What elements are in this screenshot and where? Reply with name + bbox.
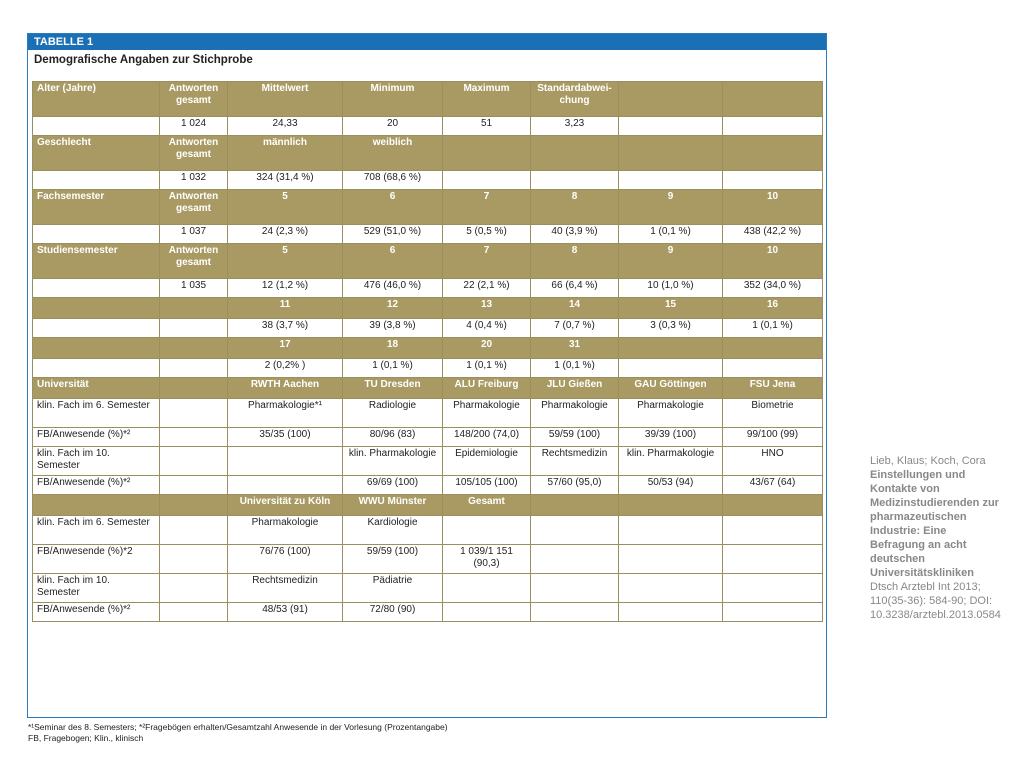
table-cell: 31 <box>531 338 619 359</box>
table-cell <box>531 603 619 622</box>
table-cell: FB/Anwesende (%)*² <box>33 476 160 495</box>
table-cell: 1 032 <box>160 171 228 190</box>
table-cell <box>33 319 160 338</box>
table-cell <box>531 171 619 190</box>
table-cell <box>619 338 723 359</box>
table-cell <box>160 399 228 428</box>
table-cell: 76/76 (100) <box>228 545 343 574</box>
table-cell <box>619 136 723 171</box>
table-cell <box>160 338 228 359</box>
table-cell: weiblich <box>343 136 443 171</box>
table-cell: ALU Freiburg <box>443 378 531 399</box>
table-cell <box>619 603 723 622</box>
table-cell <box>723 117 823 136</box>
table-cell <box>531 136 619 171</box>
citation-authors: Lieb, Klaus; Koch, Cora <box>870 455 986 467</box>
table-cell <box>228 447 343 476</box>
table-cell: 5 <box>228 190 343 225</box>
table-row <box>33 545 823 574</box>
table-cell: GAU Göttingen <box>619 378 723 399</box>
table-cell: 2 (0,2% ) <box>228 359 343 378</box>
table-cell: 59/59 (100) <box>343 545 443 574</box>
table-row <box>33 82 823 117</box>
table-cell <box>160 495 228 516</box>
table-cell: 99/100 (99) <box>723 428 823 447</box>
table-cell <box>531 545 619 574</box>
table-row <box>33 190 823 225</box>
table-cell <box>723 516 823 545</box>
table-cell: 1 037 <box>160 225 228 244</box>
table-cell: 5 (0,5 %) <box>443 225 531 244</box>
table-cell: 9 <box>619 190 723 225</box>
table-cell: klin. Fach im 6. Semester <box>33 516 160 545</box>
table-cell: 1 (0,1 %) <box>443 359 531 378</box>
table-cell: Fachsemester <box>33 190 160 225</box>
table-cell <box>531 495 619 516</box>
table-cell: FSU Jena <box>723 378 823 399</box>
table-cell: 12 (1,2 %) <box>228 279 343 298</box>
table-cell: 43/67 (64) <box>723 476 823 495</box>
table-cell <box>160 574 228 603</box>
table-cell: Antworten gesamt <box>160 136 228 171</box>
table-cell <box>723 171 823 190</box>
table-cell: 708 (68,6 %) <box>343 171 443 190</box>
table-cell: 57/60 (95,0) <box>531 476 619 495</box>
table-cell: Antworten gesamt <box>160 190 228 225</box>
table-cell: Antworten gesamt <box>160 82 228 117</box>
table-cell: 6 <box>343 190 443 225</box>
table-cell: 1 (0,1 %) <box>343 359 443 378</box>
table-frame <box>27 33 827 718</box>
table-cell: Pädiatrie <box>343 574 443 603</box>
table-cell <box>33 225 160 244</box>
table-cell <box>160 359 228 378</box>
table-cell <box>723 338 823 359</box>
table-cell: 1 (0,1 %) <box>619 225 723 244</box>
table-cell: Alter (Jahre) <box>33 82 160 117</box>
table-cell: 72/80 (90) <box>343 603 443 622</box>
table-cell <box>160 447 228 476</box>
table-cell <box>33 298 160 319</box>
table-cell: 10 <box>723 190 823 225</box>
table-cell: RWTH Aachen <box>228 378 343 399</box>
table-cell: 3,23 <box>531 117 619 136</box>
table-cell: 66 (6,4 %) <box>531 279 619 298</box>
table-cell: 18 <box>343 338 443 359</box>
table-cell: FB/Anwesende (%)*² <box>33 428 160 447</box>
table-cell: 529 (51,0 %) <box>343 225 443 244</box>
table-cell: 14 <box>531 298 619 319</box>
table-cell: 11 <box>228 298 343 319</box>
table-cell: 22 (2,1 %) <box>443 279 531 298</box>
table-cell: 7 (0,7 %) <box>531 319 619 338</box>
table-cell: Pharmakologie <box>443 399 531 428</box>
table-cell: Studiensemester <box>33 244 160 279</box>
table-cell: klin. Fach im 10. Semester <box>33 447 160 476</box>
table-cell: klin. Fach im 6. Semester <box>33 399 160 428</box>
table-cell: 24,33 <box>228 117 343 136</box>
table-cell <box>160 319 228 338</box>
table-cell: 438 (42,2 %) <box>723 225 823 244</box>
table-cell: 4 (0,4 %) <box>443 319 531 338</box>
table-cell <box>443 516 531 545</box>
table-cell: 35/35 (100) <box>228 428 343 447</box>
table-cell <box>33 495 160 516</box>
table-cell: TU Dresden <box>343 378 443 399</box>
table-row <box>33 476 823 495</box>
table-cell: JLU Gießen <box>531 378 619 399</box>
table-label: TABELLE 1 <box>28 34 826 50</box>
table-row <box>33 298 823 319</box>
table-cell <box>723 82 823 117</box>
table-cell: 20 <box>343 117 443 136</box>
table-cell: Geschlecht <box>33 136 160 171</box>
table-row <box>33 171 823 190</box>
table-cell <box>723 603 823 622</box>
table-cell <box>723 545 823 574</box>
table-cell: Standardabwei-chung <box>531 82 619 117</box>
table-cell: 39 (3,8 %) <box>343 319 443 338</box>
table-cell <box>619 82 723 117</box>
table-cell: HNO <box>723 447 823 476</box>
table-cell <box>228 476 343 495</box>
table-cell: 51 <box>443 117 531 136</box>
table-row <box>33 359 823 378</box>
table-cell: männlich <box>228 136 343 171</box>
table-cell: 48/53 (91) <box>228 603 343 622</box>
table-row <box>33 338 823 359</box>
table-cell: Minimum <box>343 82 443 117</box>
table-cell: 6 <box>343 244 443 279</box>
table-cell: Biometrie <box>723 399 823 428</box>
table-row <box>33 603 823 622</box>
table-row <box>33 225 823 244</box>
table-cell: Rechtsmedizin <box>228 574 343 603</box>
table-cell <box>723 495 823 516</box>
table-cell: 38 (3,7 %) <box>228 319 343 338</box>
table-cell: 17 <box>228 338 343 359</box>
table-cell <box>33 359 160 378</box>
table-cell: 80/96 (83) <box>343 428 443 447</box>
table-cell <box>160 603 228 622</box>
table-cell <box>531 574 619 603</box>
table-cell: 24 (2,3 %) <box>228 225 343 244</box>
table-cell: klin. Fach im 10. Semester <box>33 574 160 603</box>
table-cell <box>619 359 723 378</box>
table-cell <box>619 117 723 136</box>
table-cell <box>443 171 531 190</box>
table-cell: 352 (34,0 %) <box>723 279 823 298</box>
table-cell <box>33 171 160 190</box>
table-row <box>33 516 823 545</box>
footnote-1: *¹Seminar des 8. Semesters; *²Fragebögen erhalten/Gesamtzahl Anwesende in der Vorlesung (Prozentangabe) <box>28 722 448 732</box>
table-row <box>33 399 823 428</box>
table-cell <box>33 279 160 298</box>
table-cell: Pharmakologie <box>531 399 619 428</box>
table-cell: 1 035 <box>160 279 228 298</box>
table-cell <box>160 298 228 319</box>
table-cell <box>723 136 823 171</box>
table-cell <box>443 603 531 622</box>
table-cell <box>33 117 160 136</box>
table-cell: 5 <box>228 244 343 279</box>
table-cell: Kardiologie <box>343 516 443 545</box>
table-cell <box>619 171 723 190</box>
table-cell: 7 <box>443 244 531 279</box>
table-row <box>33 495 823 516</box>
table-cell: 16 <box>723 298 823 319</box>
table-cell: 20 <box>443 338 531 359</box>
table-cell: 15 <box>619 298 723 319</box>
table-cell: 148/200 (74,0) <box>443 428 531 447</box>
table-cell: 1 (0,1 %) <box>723 319 823 338</box>
table-cell: 1 039/1 151 (90,3) <box>443 545 531 574</box>
table-row <box>33 244 823 279</box>
table-cell <box>160 378 228 399</box>
table-cell: FB/Anwesende (%)*2 <box>33 545 160 574</box>
citation-source: Dtsch Arztebl Int 2013; 110(35-36): 584-90; DOI: 10.3238/arztebl.2013.0584 <box>870 581 1001 621</box>
table-cell: 39/39 (100) <box>619 428 723 447</box>
table-cell: 8 <box>531 190 619 225</box>
citation-title: Einstellungen und Kontakte von Medizinstudierenden zur pharmazeutischen Industrie: Eine Befragung an acht deutschen Universitätskliniken <box>870 469 999 579</box>
table-cell: klin. Pharmakologie <box>619 447 723 476</box>
table-cell: 50/53 (94) <box>619 476 723 495</box>
table-cell <box>160 476 228 495</box>
table-cell <box>619 574 723 603</box>
table-cell: 8 <box>531 244 619 279</box>
table-cell: 324 (31,4 %) <box>228 171 343 190</box>
table-cell: 10 (1,0 %) <box>619 279 723 298</box>
table-cell: Epidemiologie <box>443 447 531 476</box>
table-row <box>33 136 823 171</box>
table-cell: 7 <box>443 190 531 225</box>
table-cell <box>619 516 723 545</box>
table-cell <box>443 136 531 171</box>
table-cell <box>160 545 228 574</box>
table-cell: Antworten gesamt <box>160 244 228 279</box>
table-cell: 12 <box>343 298 443 319</box>
table-row <box>33 574 823 603</box>
table-cell <box>619 495 723 516</box>
table-cell <box>531 516 619 545</box>
table-cell: 1 (0,1 %) <box>531 359 619 378</box>
table-cell: klin. Pharmakologie <box>343 447 443 476</box>
table-cell: 10 <box>723 244 823 279</box>
table-cell: 9 <box>619 244 723 279</box>
table-cell: Pharmakologie*¹ <box>228 399 343 428</box>
table-cell: 1 024 <box>160 117 228 136</box>
table-cell: WWU Münster <box>343 495 443 516</box>
table-cell: Rechtsmedizin <box>531 447 619 476</box>
citation-panel <box>870 454 1000 622</box>
table-cell: Gesamt <box>443 495 531 516</box>
table-cell: Pharmakologie <box>228 516 343 545</box>
table-row <box>33 447 823 476</box>
footnote-2: FB, Fragebogen; Klin., klinisch <box>28 733 144 743</box>
table-title: Demografische Angaben zur Stichprobe <box>34 54 253 66</box>
table-cell: 69/69 (100) <box>343 476 443 495</box>
table-cell <box>160 516 228 545</box>
table-row <box>33 117 823 136</box>
table-cell <box>33 338 160 359</box>
table-row <box>33 319 823 338</box>
table-cell: 3 (0,3 %) <box>619 319 723 338</box>
table-cell: Pharmakologie <box>619 399 723 428</box>
table-cell <box>619 545 723 574</box>
table-cell: Maximum <box>443 82 531 117</box>
table-row <box>33 279 823 298</box>
table-cell <box>723 574 823 603</box>
table-cell: Universität zu Köln <box>228 495 343 516</box>
table-cell: 105/105 (100) <box>443 476 531 495</box>
table-row <box>33 378 823 399</box>
table-row <box>33 428 823 447</box>
table-cell: 40 (3,9 %) <box>531 225 619 244</box>
table-cell: 13 <box>443 298 531 319</box>
table-cell: Universität <box>33 378 160 399</box>
table-cell: FB/Anwesende (%)*² <box>33 603 160 622</box>
table-cell <box>723 359 823 378</box>
table-cell <box>443 574 531 603</box>
table-cell: Mittelwert <box>228 82 343 117</box>
table-cell: 59/59 (100) <box>531 428 619 447</box>
table-cell <box>160 428 228 447</box>
table-cell: Radiologie <box>343 399 443 428</box>
table-cell: 476 (46,0 %) <box>343 279 443 298</box>
demographics-table <box>32 81 823 622</box>
